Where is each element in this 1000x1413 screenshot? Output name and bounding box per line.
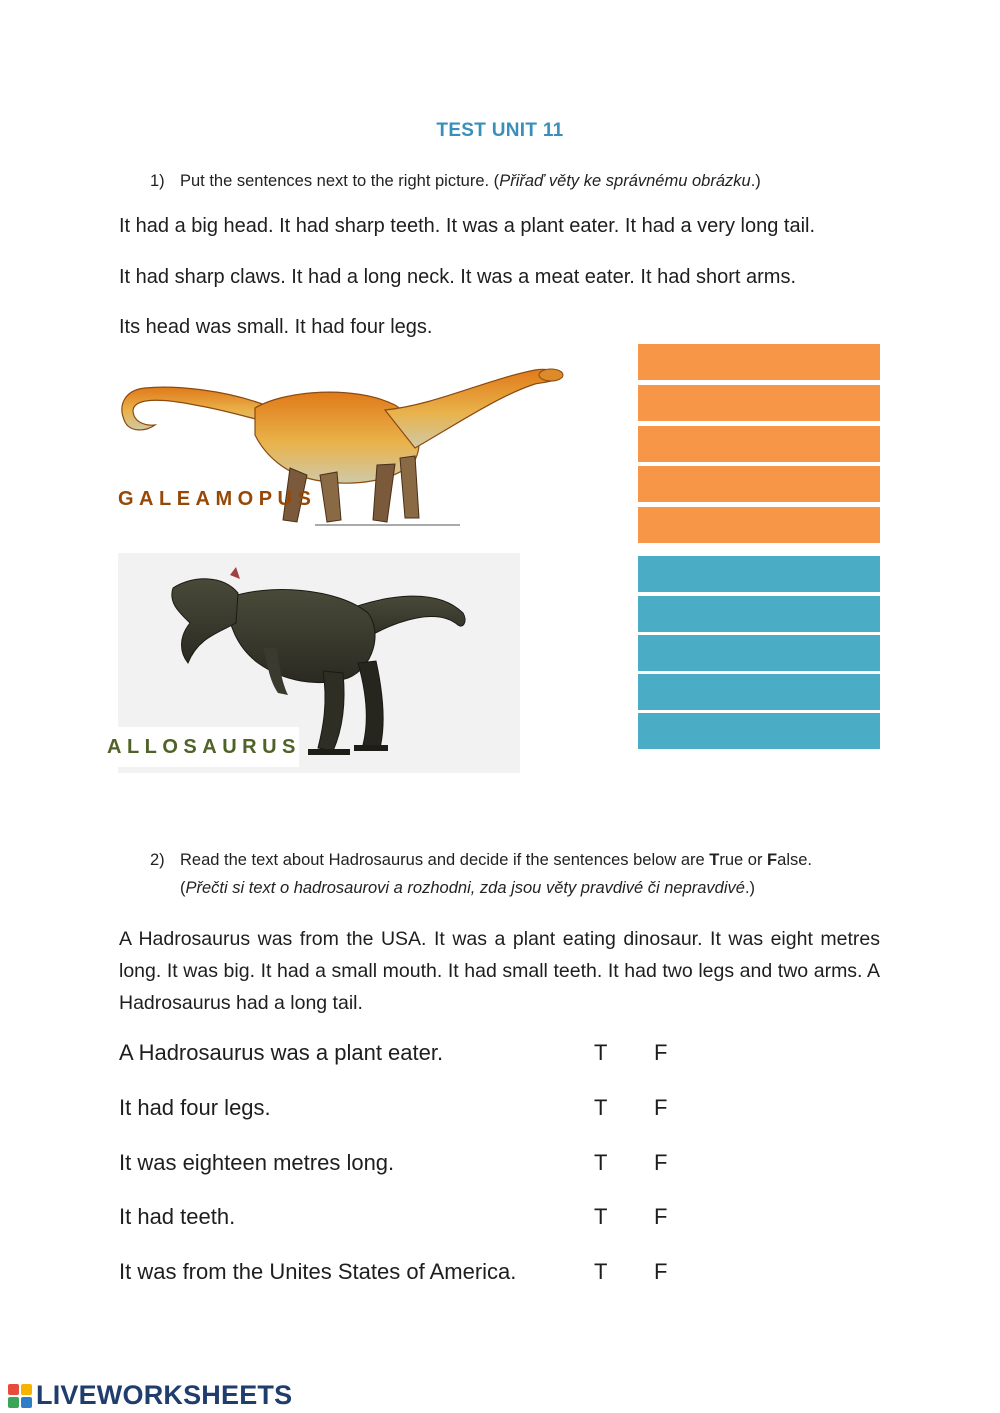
task1-instruction-text: Put the sentences next to the right picture. (Přiřaď věty ke správnému obrázku.) [180, 172, 761, 190]
tf-row-2 [119, 1095, 719, 1125]
allosaurus-answer-box-1[interactable] [638, 556, 880, 592]
tf-statement: It had four legs. [119, 1095, 271, 1120]
page-title: TEST UNIT 11 [436, 120, 564, 141]
task2-instruction [150, 851, 910, 901]
task2-instruction-cz: (Přečti si text o hadrosaurovi a rozhodni, zda jsou věty pravdivé či nepravdivé.) [180, 879, 756, 897]
true-option[interactable]: T [594, 1204, 608, 1229]
allosaurus-answer-box-3[interactable] [638, 635, 880, 671]
sentence-line-3: Its head was small. It had four legs. [119, 316, 433, 338]
tf-statement: It had teeth. [119, 1204, 236, 1229]
galeamopus-answer-box-3[interactable] [638, 426, 880, 462]
liveworksheets-logo-icon [8, 1384, 32, 1408]
task1-instruction [150, 172, 910, 194]
task2-instruction-text: Read the text about Hadrosaurus and decide if the sentences below are True or False. [180, 851, 812, 869]
tf-row-5 [119, 1259, 719, 1289]
tf-row-3 [119, 1150, 719, 1180]
tf-statement: It was from the Unites States of America. [119, 1259, 517, 1284]
sentence-line-1: It had a big head. It had sharp teeth. It was a plant eater. It had a very long tail. [119, 215, 816, 237]
liveworksheets-logo-text[interactable]: LIVEWORKSHEETS [36, 1380, 293, 1410]
allosaurus-label: ALLOSAURUS [107, 736, 301, 758]
true-option[interactable]: T [594, 1259, 608, 1284]
task2-number: 2) [150, 851, 165, 869]
true-option[interactable]: T [594, 1095, 608, 1120]
hadrosaurus-paragraph: A Hadrosaurus was from the USA. It was a plant eating dinosaur. It was eight metres long. It was big. It had a small mouth. It had small teeth. It had two legs and two arms. A Hadrosaurus had a long tail. [119, 928, 880, 1014]
tf-statement: A Hadrosaurus was a plant eater. [119, 1040, 444, 1065]
false-option[interactable]: F [654, 1095, 668, 1120]
allosaurus-answer-box-2[interactable] [638, 596, 880, 632]
false-option[interactable]: F [654, 1204, 668, 1229]
sentence-line-2: It had sharp claws. It had a long neck. It was a meat eater. It had short arms. [119, 266, 797, 288]
true-option[interactable]: T [594, 1040, 608, 1065]
galeamopus-answer-box-2[interactable] [638, 385, 880, 421]
task1-number: 1) [150, 172, 165, 190]
false-option[interactable]: F [654, 1259, 668, 1284]
false-option[interactable]: F [654, 1040, 668, 1065]
true-option[interactable]: T [594, 1150, 608, 1175]
allosaurus-answer-box-4[interactable] [638, 674, 880, 710]
allosaurus-answer-box-5[interactable] [638, 713, 880, 749]
galeamopus-answer-box-1[interactable] [638, 344, 880, 380]
tf-statement: It was eighteen metres long. [119, 1150, 395, 1175]
galeamopus-answer-box-5[interactable] [638, 507, 880, 543]
tf-row-4 [119, 1204, 719, 1234]
tf-row-1 [119, 1040, 719, 1070]
galeamopus-label: GALEAMOPUS [118, 488, 317, 510]
false-option[interactable]: F [654, 1150, 668, 1175]
galeamopus-answer-box-4[interactable] [638, 466, 880, 502]
